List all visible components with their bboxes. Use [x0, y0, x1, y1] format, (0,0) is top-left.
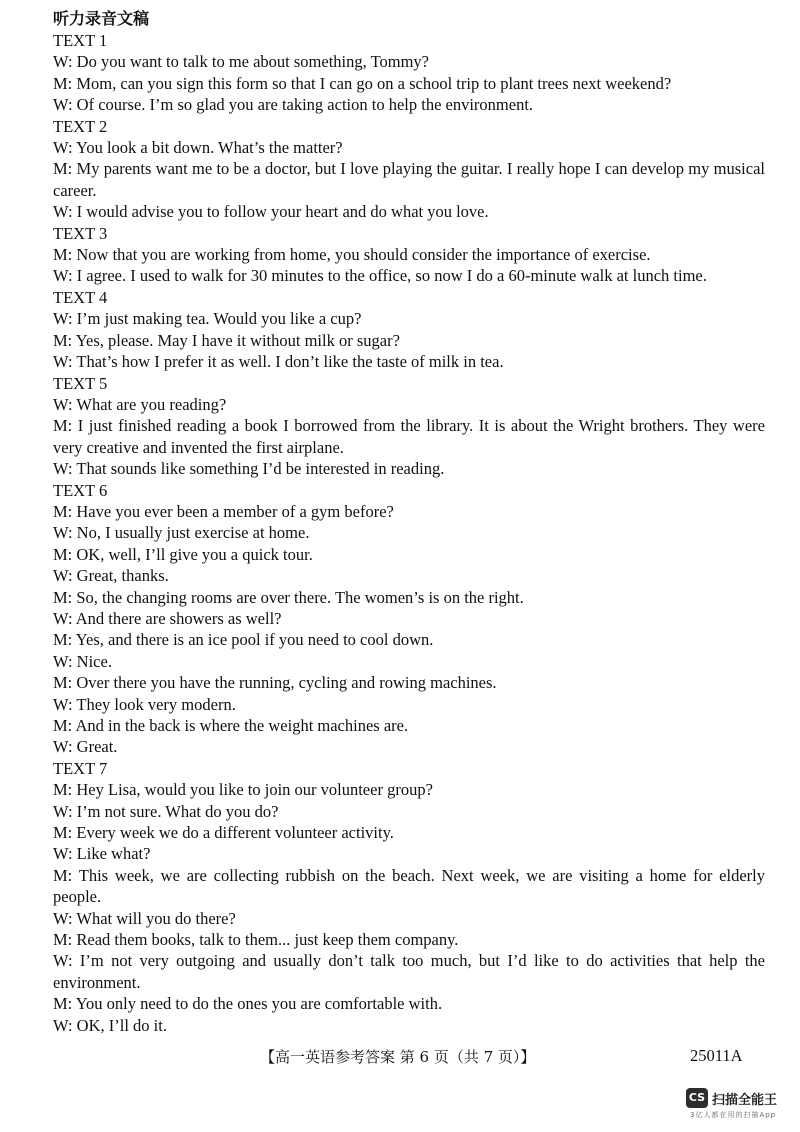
dialogue-line: W: They look very modern.: [53, 694, 236, 714]
dialogue-line: W: OK, I’ll do it.: [53, 1015, 167, 1035]
dialogue-section: [53, 223, 765, 287]
page-title: 听力录音文稿: [53, 9, 150, 28]
dialogue-line: M: Hey Lisa, would you like to join our volunteer group?: [53, 780, 433, 800]
dialogue-line: M: Every week we do a different volunteer activity.: [53, 823, 394, 843]
dialogue-line: W: Great.: [53, 737, 118, 757]
dialogue-line: W: I’m not very outgoing and usually don’t talk too much, but I’d like to do activities that help the environment.: [53, 951, 765, 992]
dialogue-line: W: That’s how I prefer it as well. I don’t like the taste of milk in tea.: [53, 352, 504, 372]
dialogue-section: [53, 30, 765, 116]
watermark-name: 扫描全能王: [712, 1093, 778, 1108]
dialogue-line: W: That sounds like something I’d be interested in reading.: [53, 459, 445, 479]
section-heading: TEXT 3: [53, 223, 108, 243]
dialogue-line: M: You only need to do the ones you are comfortable with.: [53, 994, 443, 1014]
section-heading: TEXT 6: [53, 480, 108, 500]
dialogue-line: W: Nice.: [53, 651, 112, 671]
dialogue-line: M: Yes, and there is an ice pool if you need to cool down.: [53, 630, 434, 650]
dialogue-line: W: Like what?: [53, 844, 151, 864]
document-page: [53, 8, 765, 1036]
dialogue-line: M: This week, we are collecting rubbish on the beach. Next week, we are visiting a home for elderly people.: [53, 865, 765, 907]
dialogue-line: W: What will you do there?: [53, 908, 236, 928]
dialogue-line: M: Over there you have the running, cycling and rowing machines.: [53, 673, 497, 693]
dialogue-line: M: My parents want me to be a doctor, but I love playing the guitar. I really hope I can develop my musical career.: [53, 159, 765, 200]
dialogue-line: M: Mom, can you sign this form so that I can go on a school trip to plant trees next weekend?: [53, 73, 672, 93]
section-heading: TEXT 5: [53, 373, 108, 393]
dialogue-line: M: So, the changing rooms are over there. The women’s is on the right.: [53, 587, 524, 607]
dialogue-line: W: I agree. I used to walk for 30 minutes to the office, so now I do a 60-minute walk at lunch time.: [53, 266, 707, 286]
section-heading: TEXT 7: [53, 758, 108, 778]
section-heading: TEXT 1: [53, 31, 108, 50]
dialogue-line: W: I would advise you to follow your heart and do what you love.: [53, 202, 489, 222]
footer-code: 25011A: [690, 1046, 743, 1065]
dialogue-line: W: And there are showers as well?: [53, 608, 282, 628]
dialogue-line: M: Read them books, talk to them... just keep them company.: [53, 930, 459, 950]
footer-page-info: 【高一英语参考答案 第 6 页（共 7 页）】: [260, 1048, 536, 1066]
dialogue-line: W: What are you reading?: [53, 394, 227, 414]
section-heading: TEXT 2: [53, 116, 108, 136]
dialogue-line: W: Do you want to talk to me about something, Tommy?: [53, 52, 430, 72]
dialogue-section: [53, 480, 765, 758]
dialogue-line: W: I’m just making tea. Would you like a cup?: [53, 309, 362, 329]
dialogue-line: M: Yes, please. May I have it without milk or sugar?: [53, 330, 400, 350]
dialogue-line: W: Of course. I’m so glad you are taking action to help the environment.: [53, 95, 534, 115]
dialogue-section: [53, 758, 765, 1036]
dialogue-line: W: No, I usually just exercise at home.: [53, 523, 310, 543]
dialogue-line: W: You look a bit down. What’s the matter?: [53, 138, 343, 158]
transcript-body: [53, 30, 765, 1036]
dialogue-line: M: I just finished reading a book I borrowed from the library. It is about the Wright brothers. They were very creative and invented the first airplane.: [53, 416, 765, 457]
dialogue-section: [53, 116, 765, 223]
section-heading: TEXT 4: [53, 287, 108, 307]
dialogue-line: M: Have you ever been a member of a gym before?: [53, 501, 394, 521]
dialogue-line: M: OK, well, I’ll give you a quick tour.: [53, 544, 313, 564]
dialogue-line: M: And in the back is where the weight machines are.: [53, 716, 409, 735]
camscanner-logo-icon: CS: [686, 1088, 708, 1108]
watermark-tagline: 3亿人都在用的扫描App: [690, 1111, 777, 1119]
scanner-watermark: [686, 1088, 796, 1124]
dialogue-line: W: I’m not sure. What do you do?: [53, 801, 279, 821]
dialogue-section: [53, 373, 765, 480]
page-footer: [0, 1046, 800, 1070]
dialogue-section: [53, 287, 765, 373]
dialogue-line: W: Great, thanks.: [53, 566, 169, 586]
dialogue-line: M: Now that you are working from home, you should consider the importance of exercise.: [53, 245, 651, 265]
